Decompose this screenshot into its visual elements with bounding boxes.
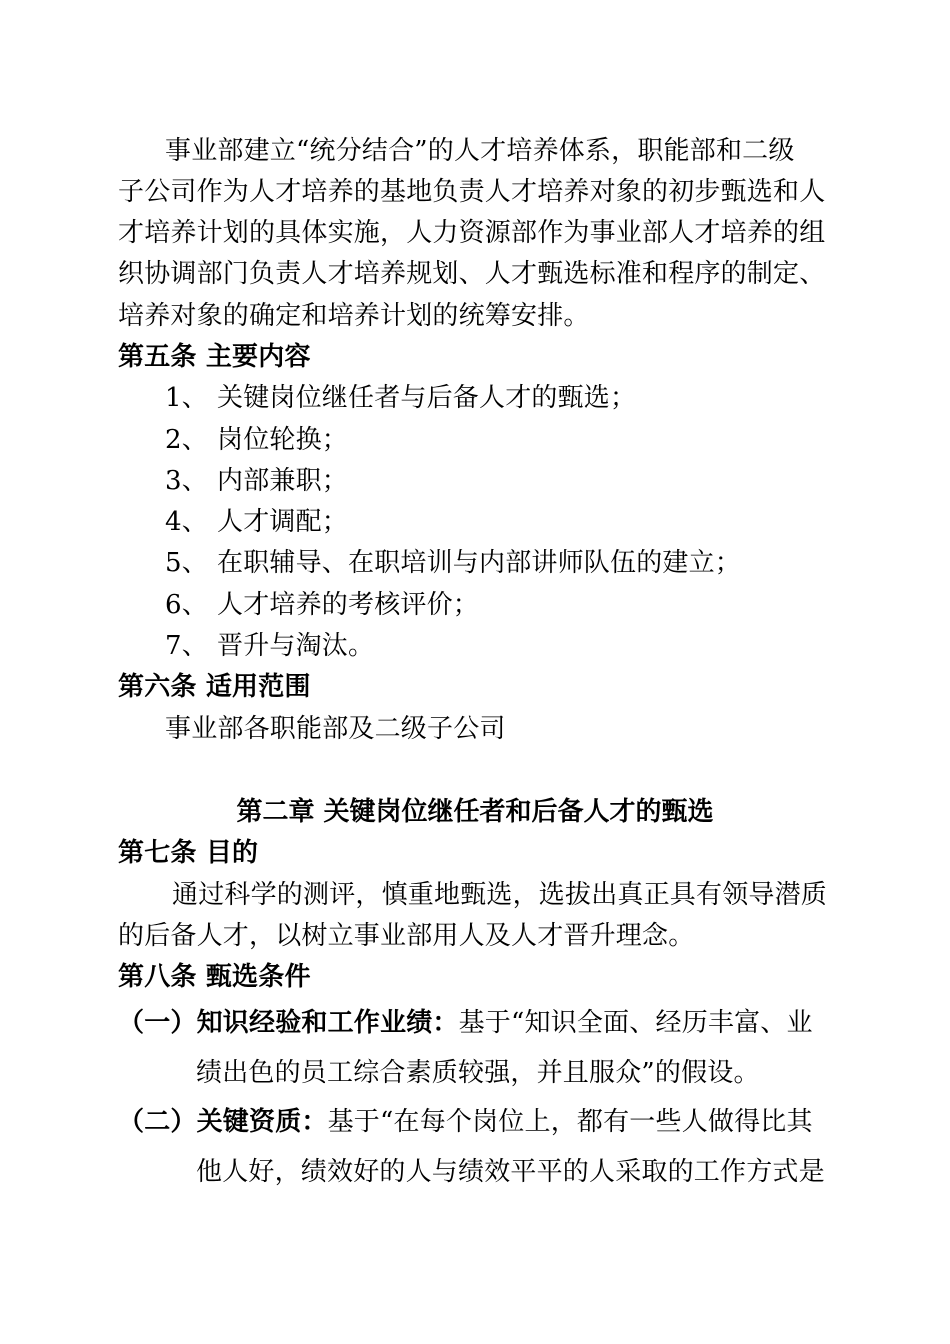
list-number: 6、: [165, 590, 208, 620]
list-text: 人才培养的考核评价；: [217, 590, 480, 620]
chapter-title: 第二章 关键岗位继任者和后备人才的甄选: [236, 797, 714, 827]
list-text: 在职辅导、在职培训与内部讲师队伍的建立；: [217, 548, 742, 578]
list-item: [165, 378, 885, 418]
condition-text: 基于“知识全面、经历丰富、业: [458, 1008, 813, 1038]
article7-heading: 第七条 目的: [118, 838, 259, 868]
list-item: [165, 502, 885, 542]
article7-line: 的后备人才，以树立事业部用人及人才晋升理念。: [118, 921, 695, 951]
list-number: 5、: [165, 548, 208, 578]
intro-line: 培养对象的确定和培养计划的统筹安排。: [118, 301, 590, 331]
condition-text: 基于“在每个岗位上，都有一些人做得比其: [327, 1107, 813, 1137]
article6-text: 事业部各职能部及二级子公司: [165, 714, 506, 744]
list-text: 关键岗位继任者与后备人才的甄选；: [217, 383, 637, 413]
article5-heading: 第五条 主要内容: [118, 342, 311, 372]
list-item: [165, 543, 885, 583]
list-text: 晋升与淘汰。: [217, 631, 375, 661]
intro-line: 子公司作为人才培养的基地负责人才培养对象的初步甄选和人: [118, 177, 826, 207]
article7-line: 通过科学的测评，慎重地甄选，选拔出真正具有领导潜质: [172, 880, 828, 910]
list-text: 内部兼职；: [217, 466, 349, 496]
list-number: 3、: [165, 466, 208, 496]
condition-label: （二）关键资质：: [118, 1107, 328, 1137]
list-number: 4、: [165, 507, 208, 537]
list-text: 人才调配；: [217, 507, 349, 537]
article6-heading: 第六条 适用范围: [118, 672, 311, 702]
condition-label: （一）知识经验和工作业绩：: [118, 1008, 459, 1038]
intro-line: 才培养计划的具体实施，人力资源部作为事业部人才培养的组: [118, 218, 826, 248]
list-number: 2、: [165, 425, 208, 455]
list-number: 1、: [165, 383, 208, 413]
intro-line: 事业部建立“统分结合”的人才培养体系，职能部和二级: [165, 136, 795, 166]
condition-text-cont: 他人好，绩效好的人与绩效平平的人采取的工作方式是: [196, 1157, 825, 1187]
article8-heading: 第八条 甄选条件: [118, 962, 311, 992]
list-item: [165, 461, 885, 501]
condition-item: [118, 1003, 838, 1043]
list-item: [165, 420, 885, 460]
list-text: 岗位轮换；: [217, 425, 349, 455]
condition-text-cont: 绩出色的员工综合素质较强，并且服众”的假设。: [196, 1058, 760, 1088]
list-number: 7、: [165, 631, 208, 661]
condition-item: [118, 1102, 838, 1142]
list-item: [165, 585, 885, 625]
intro-line: 织协调部门负责人才培养规划、人才甄选标准和程序的制定、: [118, 259, 826, 289]
list-item: [165, 626, 885, 666]
